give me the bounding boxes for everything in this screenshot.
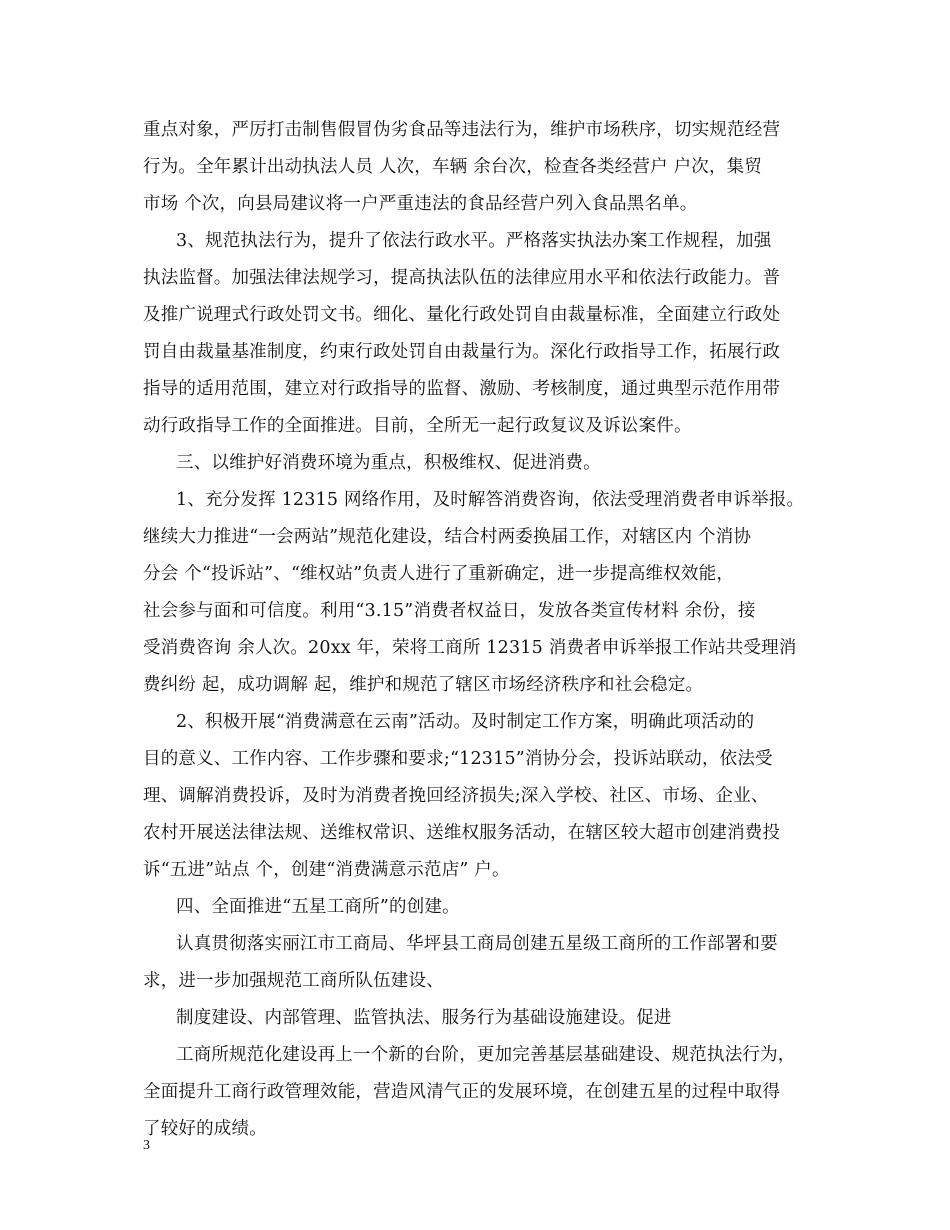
text-line: 3、规范执法行为，提升了依法行政水平。严格落实执法办案工作规程，加强 (176, 231, 772, 251)
text-line: 认真贯彻落实丽江市工商局、华坪县工商局创建五星级工商所的工作部署和要 (176, 934, 778, 954)
text-line: 诉“五进”站点 个，创建“消费满意示范店” 户。 (143, 860, 510, 880)
section-heading: 四、全面推进“五星工商所”的创建。 (176, 897, 460, 917)
text-line: 农村开展送法律法规、送维权常识、送维权服务活动，在辖区较大超市创建消费投 (143, 823, 781, 843)
text-line: 继续大力推进“一会两站”规范化建设，结合村两委换届工作，对辖区内 个消协 (143, 527, 752, 547)
text-line: 求，进一步加强规范工商所队伍建设、 (143, 971, 444, 991)
text-line: 动行政指导工作的全面推进。目前，全所无一起行政复议及诉讼案件。 (143, 416, 692, 436)
text-line: 执法监督。加强法律法规学习，提高执法队伍的法律应用水平和依法行政能力。普 (143, 268, 781, 288)
text-line: 社会参与面和可信度。利用“3.15”消费者权益日，发放各类宣传材料 余份，接 (143, 601, 756, 621)
page-number: 3 (143, 1138, 150, 1153)
text-line: 1、充分发挥 12315 网络作用，及时解答消费咨询，依法受理消费者申诉举报。 (176, 490, 805, 510)
text-line: 目的意义、工作内容、工作步骤和要求;“12315”消协分会，投诉站联动，依法受 (143, 749, 773, 769)
text-line: 制度建设、内部管理、监管执法、服务行为基础设施建设。促进 (176, 1008, 672, 1028)
text-line: 行为。全年累计出动执法人员 人次，车辆 余台次，检查各类经营户 户次，集贸 (143, 157, 763, 177)
text-line: 重点对象，严厉打击制售假冒伪劣食品等违法行为，维护市场秩序，切实规范经营 (143, 120, 781, 140)
text-line: 了较好的成绩。 (143, 1119, 267, 1139)
text-line: 指导的适用范围，建立对行政指导的监督、激励、考核制度，通过典型示范作用带 (143, 379, 781, 399)
text-line: 理、调解消费投诉，及时为消费者挽回经济损失;深入学校、社区、市场、企业、 (143, 786, 769, 806)
text-line: 及推广说理式行政处罚文书。细化、量化行政处罚自由裁量标准，全面建立行政处 (143, 305, 781, 325)
text-line: 工商所规范化建设再上一个新的台阶，更加完善基层基础建设、规范执法行为， (176, 1045, 796, 1065)
text-line: 分会 个“投诉站”、“维权站”负责人进行了重新确定，进一步提高维权效能， (143, 564, 735, 584)
section-heading: 三、以维护好消费环境为重点，积极维权、促进消费。 (176, 453, 601, 473)
text-line: 市场 个次，向县局建议将一户严重违法的食品经营户列入食品黑名单。 (143, 194, 698, 214)
text-line: 费纠纷 起，成功调解 起，维护和规范了辖区市场经济秩序和社会稳定。 (143, 675, 704, 695)
text-line: 受消费咨询 余人次。20xx 年，荣将工商所 12315 消费者申诉举报工作站共受理消 (143, 638, 797, 658)
text-line: 罚自由裁量基准制度，约束行政处罚自由裁量行为。深化行政指导工作，拓展行政 (143, 342, 781, 362)
text-line: 2、积极开展“消费满意在云南”活动。及时制定工作方案，明确此项活动的 (176, 712, 755, 732)
text-line: 全面提升工商行政管理效能，营造风清气正的发展环境，在创建五星的过程中取得 (143, 1082, 781, 1102)
